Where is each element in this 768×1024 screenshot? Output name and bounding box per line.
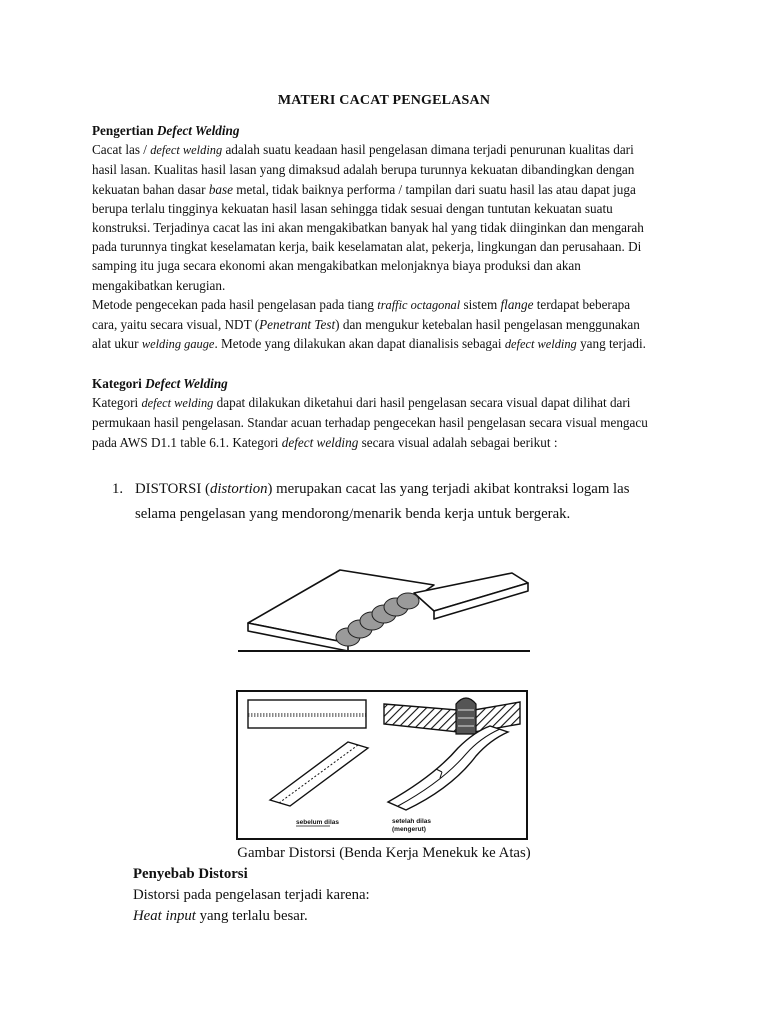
text-run: Metode pengecekan pada hasil pengelasan pada tiang (92, 296, 378, 312)
text-line: mengakibatkan kerugian. (92, 277, 226, 293)
section-heading-definition (92, 121, 680, 140)
sheet-before-welding (270, 742, 368, 806)
text-run: pada AWS D1.1 table 6.1. Kategori (92, 434, 282, 450)
paragraph-method (92, 295, 680, 355)
text-line (92, 140, 680, 160)
text-run: ) merupakan cacat las yang terjadi akibat kontraksi logam las (267, 481, 630, 497)
text-run: dapat dilakukan diketahui dari hasil pengelasan secara visual dapat dilihat dari (213, 395, 631, 411)
heading-term: Defect Welding (156, 123, 240, 138)
term: Heat input (133, 908, 196, 924)
text-run: ) dan mengukur ketebalan hasil pengelasan menggunakan (335, 317, 640, 333)
text-run: adalah suatu keadaan hasil pengelasan dimana terjadi penurunan kualitas dari (222, 142, 634, 158)
term: base (208, 181, 233, 197)
text-run: terdapat beberapa (533, 296, 631, 312)
list-item-distortion (112, 477, 672, 526)
list-body (135, 477, 672, 526)
heading-text: Pengertian (92, 123, 157, 138)
list-number: 1. (112, 481, 124, 497)
term: defect welding (141, 396, 214, 411)
text-run: sistem (460, 296, 501, 312)
term: welding gauge (141, 337, 215, 352)
text-run: alat ukur (92, 336, 142, 352)
distortion-panel-drawing (238, 692, 526, 838)
text-line: selama pengelasan yang mendorong/menarik benda kerja untuk bergerak. (135, 505, 571, 522)
term: Penetrant Test (259, 317, 336, 333)
text-line (92, 433, 680, 452)
causes-heading: Penyebab Distorsi (133, 866, 248, 882)
flat-bar-top-view (248, 700, 366, 728)
text-line (135, 477, 672, 502)
term: defect welding (281, 434, 359, 450)
text-line (92, 295, 680, 315)
text-run: Kategori (92, 395, 142, 411)
paragraph-category (92, 393, 680, 452)
section-category (92, 374, 680, 452)
causes-intro: Distorsi pada pengelasan terjadi karena: (133, 887, 370, 903)
text-line: pada turunnya tingkat keselamatan kerja, baik keselamatan alat, pekerja, lingkungan dan perusahaan. Di (92, 239, 642, 255)
label-before: sebelum dilas (296, 819, 339, 826)
text-run: yang terlalu besar. (195, 908, 308, 924)
term: traffic octagonal (377, 297, 461, 312)
sheet-after-welding (388, 726, 508, 810)
section-definition (92, 121, 680, 354)
distortion-panel (236, 690, 528, 840)
text-line: samping itu juga secara ekonomi akan mengakibatkan melonjaknya biaya produksi dan akan (92, 258, 581, 274)
term: defect welding (504, 337, 577, 352)
figure-caption: Gambar Distorsi (Benda Kerja Menekuk ke Atas) (237, 845, 531, 861)
term: distortion (209, 481, 268, 497)
section-heading-category (92, 374, 680, 393)
page-title: MATERI CACAT PENGELASAN (277, 93, 491, 108)
text-line: konstruksi. Terjadinya cacat las ini akan mengakibatkan banyak hal yang tidak diinginkan dan mengarah (92, 220, 644, 236)
text-line: permukaan hasil pengelasan. Standar acuan terhadap pengecekan hasil pengelasan secara visual mengacu (92, 415, 648, 431)
causes-item-1 (133, 906, 308, 927)
term: flange (500, 296, 534, 312)
text-line (92, 334, 680, 354)
label-after-note: (mengerut) (392, 826, 426, 833)
text-run: kekuatan bahan dasar (92, 181, 209, 197)
welded-plates-illustration (236, 565, 532, 665)
text-run: metal, tidak baiknya performa / tampilan dari suatu hasil las atau dapat juga (233, 181, 636, 197)
text-line (92, 315, 680, 334)
text-line: berupa terlalu tingginya kekuatan hasil lasan sehingga tidak sesuai dengan tuntutan kekuatan suatu (92, 200, 613, 216)
term: defect welding (150, 143, 223, 158)
text-run: Cacat las / (92, 142, 151, 158)
label-after: setelah dilas (392, 818, 432, 825)
text-line (92, 393, 680, 413)
text-run: . Metode yang dilakukan akan dapat dianalisis sebagai (214, 336, 505, 352)
text-run: secara visual adalah sebagai berikut : (358, 434, 558, 450)
heading-text: Kategori (92, 376, 146, 391)
text-line: hasil lasan. Kualitas hasil lasan yang dimaksud adalah berupa turunnya kekuatan dibandingkan dengan (92, 162, 635, 178)
text-line (92, 180, 680, 199)
text-run: cara, yaitu secara visual, NDT ( (92, 317, 260, 333)
heading-term: Defect Welding (145, 376, 228, 391)
paragraph-definition (92, 140, 680, 295)
text-run: yang terjadi. (576, 336, 646, 352)
text-run: DISTORSI ( (135, 481, 210, 497)
